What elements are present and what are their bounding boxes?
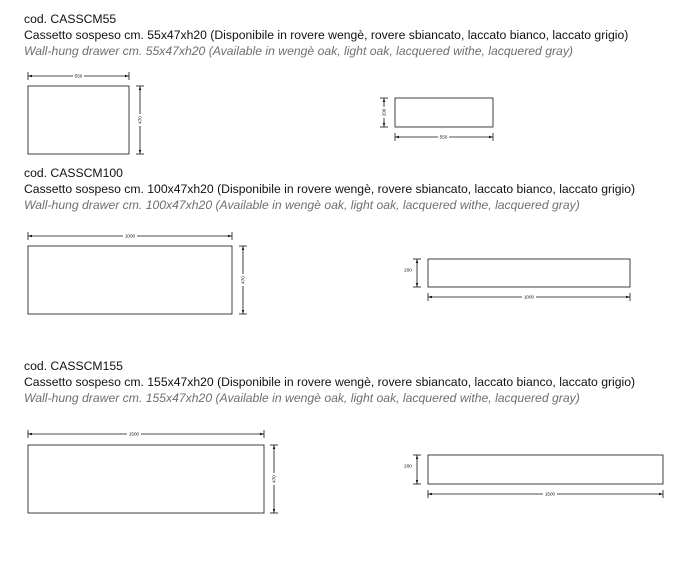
front-view-height-label: 200 [404,463,412,469]
top-view-depth-label: 470 [271,475,277,483]
front-view-width-label: 550 [439,134,448,140]
product-code: cod. CASSCM55 [24,12,117,26]
product-description-it: Cassetto sospeso cm. 55x47xh20 (Disponibile in rovere wengè, rovere sbiancato, laccato bianco, laccato grigio) [24,28,629,42]
top-view-outline [28,445,264,513]
product-code: cod. CASSCM155 [24,359,123,373]
front-view-outline [428,455,663,484]
product-description-it: Cassetto sospeso cm. 100x47xh20 (Disponibile in rovere wengè, rovere sbiancato, laccato bianco, laccato grigio) [24,182,636,196]
front-view-width-label: 1500 [544,491,556,497]
front-view-height-label: 200 [381,108,387,117]
top-view-width-label: 550 [74,73,83,79]
product-code: cod. CASSCM100 [24,166,123,180]
top-view-width-label: 1500 [128,431,140,437]
front-view-width-label: 1000 [523,294,535,300]
top-view-depth-label: 470 [240,276,246,284]
top-view-depth-label: 470 [137,116,143,124]
product-description-it: Cassetto sospeso cm. 155x47xh20 (Disponibile in rovere wengè, rovere sbiancato, laccato bianco, laccato grigio) [24,375,636,389]
top-view-width-label: 1000 [124,233,136,239]
front-view-height-label: 200 [404,267,412,273]
product-description-en: Wall-hung drawer cm. 155x47xh20 (Available in wengè oak, light oak, lacquered withe, lacquered gray) [24,391,580,405]
product-description-en: Wall-hung drawer cm. 55x47xh20 (Available in wengè oak, light oak, lacquered withe, lacquered gray) [24,44,573,58]
product-description-en: Wall-hung drawer cm. 100x47xh20 (Available in wengè oak, light oak, lacquered withe, lacquered gray) [24,198,580,212]
